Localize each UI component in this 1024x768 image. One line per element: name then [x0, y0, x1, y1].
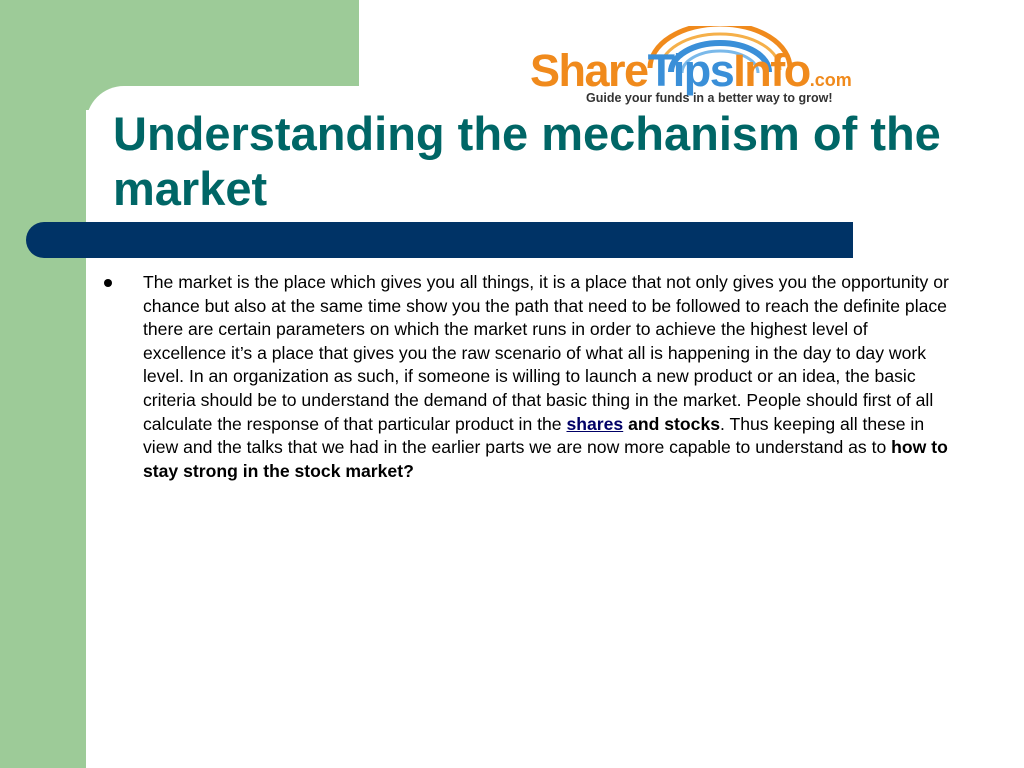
logo-word-tld: .com: [809, 70, 852, 90]
slide-title: Understanding the mechanism of the market: [113, 107, 941, 215]
logo-tagline: Guide your funds in a better way to grow!: [586, 91, 833, 105]
and-stocks-bold: and stocks: [623, 413, 721, 434]
svg-text:ShareTipsInfo.com: [530, 45, 852, 96]
logo-word-share: Share: [530, 45, 648, 96]
paragraph-text-1: The market is the place which gives you all things, it is a place that not only gives you the opportunity or chance but also at the same time show you the path that need to be followed to reach the definite place there are certain parameters on which the market runs in order to achieve the highest level of excellence it’s a place that gives you the raw scenario of what all is happening in the day to day work level. In an organization as such, if someone is willing to launch a new product or an idea, the basic criteria should be to understand the demand of that basic thing in the market. People should first of all calculate the response of that particular product in the: [143, 272, 949, 434]
sharetipsinfo-logo: [528, 26, 918, 108]
stock-market-question: how to stay strong in the stock market?: [143, 437, 948, 481]
logo-word-info: Info: [733, 45, 810, 96]
shares-link[interactable]: shares: [566, 413, 624, 434]
logo-graphic: [528, 26, 918, 108]
title-divider-bar: [26, 222, 853, 258]
left-green-border: [0, 0, 86, 768]
bullet-paragraph: [143, 271, 953, 483]
bullet-point-icon: [104, 279, 112, 287]
logo-word-tips: Tips: [647, 45, 734, 96]
paragraph-text-2: . Thus keeping all these in view and the talks that we had in the earlier parts we are now more capable to understand as to: [143, 413, 925, 458]
